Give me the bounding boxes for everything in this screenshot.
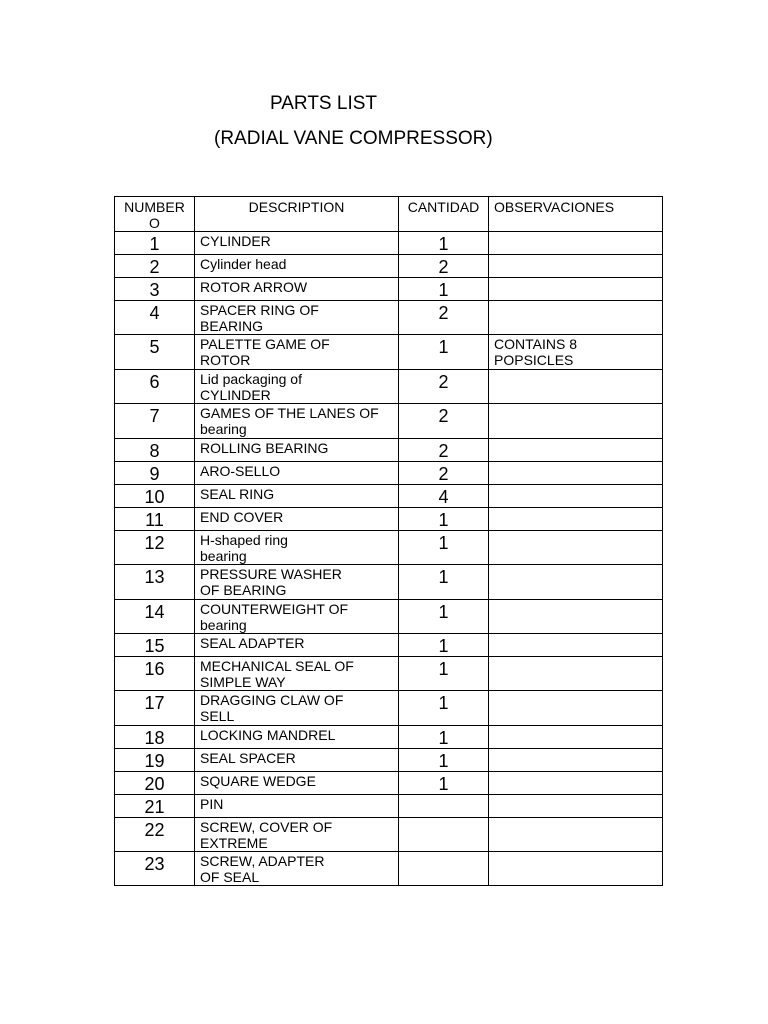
part-quantity-cell: 1 (399, 278, 489, 301)
header-number: NUMBER O (115, 197, 195, 232)
part-quantity-cell: 2 (399, 404, 489, 439)
part-description-cell: ARO-SELLO (195, 462, 399, 485)
part-number-cell: 7 (115, 404, 195, 439)
part-number-cell: 15 (115, 634, 195, 657)
part-number-cell: 18 (115, 726, 195, 749)
table-row (115, 565, 663, 600)
table-row (115, 232, 663, 255)
part-description-cell: SEAL ADAPTER (195, 634, 399, 657)
table-row (115, 404, 663, 439)
part-quantity-cell (399, 818, 489, 852)
part-description-cell: Cylinder head (195, 255, 399, 278)
part-description-cell: PIN (195, 795, 399, 818)
part-number-cell: 5 (115, 335, 195, 370)
table-row (115, 657, 663, 691)
part-number-cell: 13 (115, 565, 195, 600)
table-row (115, 691, 663, 726)
part-observations-cell (489, 301, 663, 335)
part-quantity-cell: 1 (399, 749, 489, 772)
part-quantity-cell: 1 (399, 691, 489, 726)
table-row (115, 439, 663, 462)
part-description-cell: DRAGGING CLAW OF SELL (195, 691, 399, 726)
part-number-cell: 10 (115, 485, 195, 508)
part-observations-cell (489, 818, 663, 852)
part-description-cell: SQUARE WEDGE (195, 772, 399, 795)
part-quantity-cell: 1 (399, 657, 489, 691)
part-quantity-cell: 2 (399, 301, 489, 335)
part-observations-cell (489, 565, 663, 600)
part-observations-cell (489, 726, 663, 749)
part-observations-cell (489, 462, 663, 485)
part-quantity-cell: 1 (399, 772, 489, 795)
part-quantity-cell: 4 (399, 485, 489, 508)
part-observations-cell (489, 600, 663, 634)
part-description-cell: GAMES OF THE LANES OF bearing (195, 404, 399, 439)
table-row (115, 531, 663, 565)
part-number-cell: 11 (115, 508, 195, 531)
table-row (115, 634, 663, 657)
table-row (115, 600, 663, 634)
part-quantity-cell: 1 (399, 565, 489, 600)
part-observations-cell (489, 278, 663, 301)
part-observations-cell (489, 634, 663, 657)
part-quantity-cell: 2 (399, 439, 489, 462)
part-description-cell: SCREW, COVER OF EXTREME (195, 818, 399, 852)
table-row (115, 485, 663, 508)
part-quantity-cell: 1 (399, 531, 489, 565)
part-observations-cell (489, 691, 663, 726)
part-quantity-cell: 1 (399, 508, 489, 531)
table-row (115, 462, 663, 485)
header-quantity: CANTIDAD (399, 197, 489, 232)
part-description-cell: Lid packaging of CYLINDER (195, 370, 399, 404)
part-description-cell: PRESSURE WASHER OF BEARING (195, 565, 399, 600)
table-row (115, 795, 663, 818)
part-quantity-cell (399, 852, 489, 886)
table-row (115, 726, 663, 749)
part-observations-cell (489, 255, 663, 278)
part-description-cell: COUNTERWEIGHT OF bearing (195, 600, 399, 634)
table-row (115, 278, 663, 301)
part-quantity-cell: 2 (399, 462, 489, 485)
part-number-cell: 9 (115, 462, 195, 485)
part-number-cell: 17 (115, 691, 195, 726)
parts-table (114, 196, 663, 886)
table-row (115, 255, 663, 278)
table-row (115, 818, 663, 852)
part-observations-cell (489, 749, 663, 772)
table-header-row (115, 197, 663, 232)
part-number-cell: 12 (115, 531, 195, 565)
part-quantity-cell: 2 (399, 255, 489, 278)
part-quantity-cell: 1 (399, 726, 489, 749)
part-quantity-cell: 1 (399, 232, 489, 255)
part-observations-cell (489, 795, 663, 818)
part-observations-cell: CONTAINS 8 POPSICLES (489, 335, 663, 370)
part-description-cell: ROLLING BEARING (195, 439, 399, 462)
part-description-cell: END COVER (195, 508, 399, 531)
table-row (115, 749, 663, 772)
part-number-cell: 14 (115, 600, 195, 634)
part-quantity-cell: 2 (399, 370, 489, 404)
part-description-cell: ROTOR ARROW (195, 278, 399, 301)
part-observations-cell (489, 485, 663, 508)
part-number-cell: 6 (115, 370, 195, 404)
part-quantity-cell: 1 (399, 634, 489, 657)
part-number-cell: 1 (115, 232, 195, 255)
table-row (115, 370, 663, 404)
part-number-cell: 21 (115, 795, 195, 818)
part-observations-cell (489, 232, 663, 255)
part-observations-cell (489, 852, 663, 886)
table-row (115, 852, 663, 886)
part-observations-cell (489, 370, 663, 404)
part-description-cell: LOCKING MANDREL (195, 726, 399, 749)
table-row (115, 301, 663, 335)
part-number-cell: 3 (115, 278, 195, 301)
part-description-cell: MECHANICAL SEAL OF SIMPLE WAY (195, 657, 399, 691)
part-number-cell: 2 (115, 255, 195, 278)
part-observations-cell (489, 508, 663, 531)
part-quantity-cell: 1 (399, 600, 489, 634)
part-description-cell: PALETTE GAME OF ROTOR (195, 335, 399, 370)
document-title: PARTS LIST (270, 93, 377, 114)
part-description-cell: SCREW, ADAPTER OF SEAL (195, 852, 399, 886)
document-subtitle: (RADIAL VANE COMPRESSOR) (214, 128, 493, 149)
part-observations-cell (489, 404, 663, 439)
part-number-cell: 23 (115, 852, 195, 886)
part-description-cell: SEAL SPACER (195, 749, 399, 772)
table-row (115, 335, 663, 370)
part-number-cell: 20 (115, 772, 195, 795)
part-number-cell: 16 (115, 657, 195, 691)
part-description-cell: CYLINDER (195, 232, 399, 255)
part-description-cell: SEAL RING (195, 485, 399, 508)
header-description: DESCRIPTION (195, 197, 399, 232)
part-quantity-cell: 1 (399, 335, 489, 370)
part-number-cell: 4 (115, 301, 195, 335)
table-row (115, 772, 663, 795)
parts-table-body (115, 232, 663, 886)
part-description-cell: H-shaped ring bearing (195, 531, 399, 565)
part-observations-cell (489, 772, 663, 795)
part-quantity-cell (399, 795, 489, 818)
part-description-cell: SPACER RING OF BEARING (195, 301, 399, 335)
table-row (115, 508, 663, 531)
part-number-cell: 8 (115, 439, 195, 462)
part-observations-cell (489, 657, 663, 691)
part-number-cell: 22 (115, 818, 195, 852)
part-observations-cell (489, 531, 663, 565)
header-observations: OBSERVACIONES (489, 197, 663, 232)
part-observations-cell (489, 439, 663, 462)
part-number-cell: 19 (115, 749, 195, 772)
